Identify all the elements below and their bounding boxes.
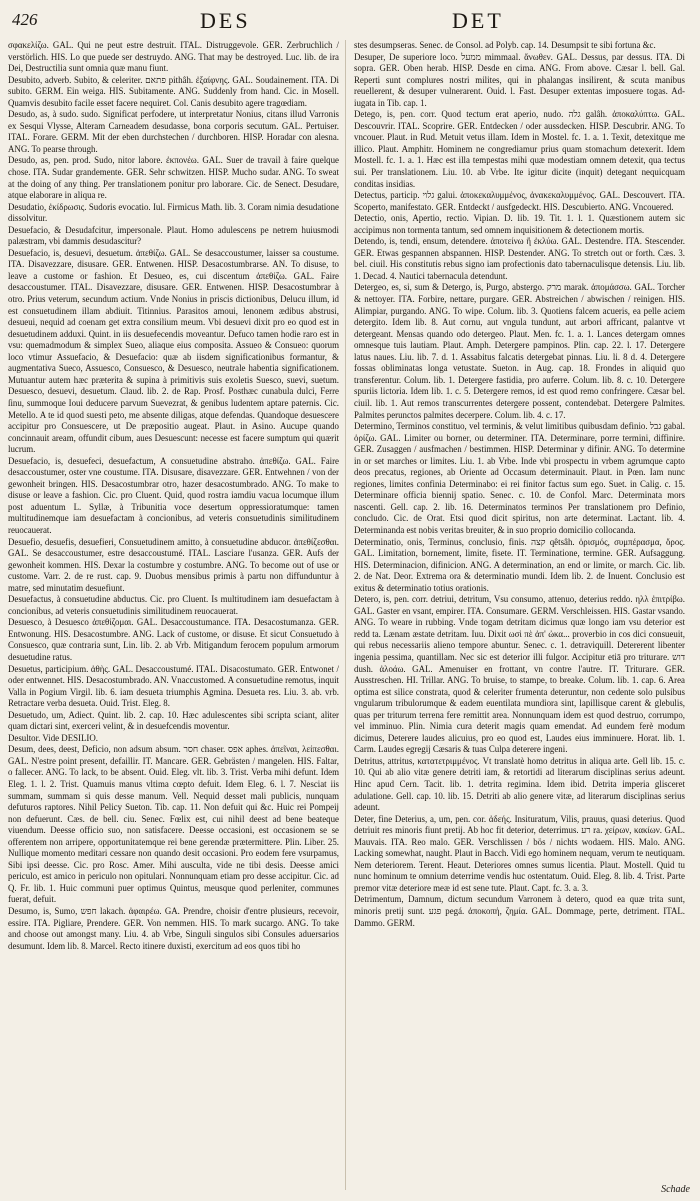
dictionary-entry: Desum, dees, deest, Deficio, non adsum absum. חסר chaser. אפס aphes. ἀπεῖναι, λείπεσθαι. GAL. N'estre point present, defaillir. IT. Mancare. GER. Gebrästen / mangelen. HIS. Faltar, o fallecer. ANG. To lack, to be absent. Ouid. Eleg. vlt. lib. 3. Trist. Verba mihi defunt. Idem Eleg. 1. l. 2. Trist. Quamuis manus vltima cœpto defuit. Idem Eleg. 6. l. 7. Nesciat iis summam, summam si quis desse manum. Vell. Nequid desset mali publicis, nunquam defuturos raptores. Nihil Pelicy Sueton. Tib. cap. 11. Non defuit qui &c. Huic rei Pompeij non defuerunt. Cæs. de bell. ciu. Senec. Fœlix est, cui nihil deest ad bene beateque viuendum. Deesse officio suo, non satisfacere. Deesse occasioni, est occasionem se se offerentem non arripere, opportunitatemque rei bene gerendæ prætermittere. Plin. Liber. 25. Nullique momento meditari cessare non quando desit occasioni. Pro eodem fere vsurpamus, Sibi ipsi deesse. Cic. pro Rosc. Amer. Mihi auscultа, vide ne tibi desis. Deesse amici periculo, est amico in periculo non opitulari. Nonnunquam etiam pro desse accipitur. Cic. ad Q. Fr. lib. 1. Huic communi puer optimus Quintus, meusque quod perleniter, communes fuerat, defuit. <box>8 744 339 905</box>
dictionary-entry: Desuefactus, à consuetudine abductus. Cic. pro Cluent. Is multitudinem iam desuefactam à concionibus, ad veteris consuetudinis similitudinem reuocauerat. <box>8 594 339 616</box>
dictionary-entry: Detendo, is, tendi, ensum, detendere. ἀποτείνω ἢ ἐκλύω. GAL. Destendre. ITA. Stescender. GER. Etwas gespannen abspannen. HISP. Destender. ANG. To stretch out or forth. Cæs. 3. bel. ciuil. His constitutis rebus signo iam profectionis dato tabernaculisque detensis. Liu. lib. 1. Decad. 4. Nautici tabernacula detendunt. <box>354 236 685 281</box>
dictionary-entry: Desubito, adverb. Subito, & celeriter. פתאם pithâh. ἐξαίφνης. GAL. Soudainement. ITA. Di subito. GERM. Ein weiga. HIS. Subitamente. ANG. Suddenly from hand. Cic. in Mosell. Quamvis desubito facile esset facere nequiret. Col. Canis desubito agere tragœdiam. <box>8 74 339 108</box>
right-column <box>354 40 685 1190</box>
running-head-right: DET <box>452 8 504 33</box>
dictionary-entry: Desuefacio, & Desudafcitur, impersonale. Plaut. Homo adulescens pe netrem huiusmodi palæstram, vbi dammis desudascitur? <box>8 224 339 247</box>
dictionary-entry: Determino, Terminos constituo, vel terminis, & velut limitibus quibusdam definio. גבל gabal. ὁρίζω. GAL. Limiter ou borner, ou determiner. ITA. Determinare, porre termini, diffinire. GER. Zusaggen / ausfmachen / bestimmen. HISP. Determinar y difinir. ANG. To determine in or set marches or limites. Liu. 1. ab Vrbe. Inde vbi prospectu in vrbem agrumque capto deos precatus, regiones, ab Oriente ad Occasum determinauit. Plaut. in Pœn. Iam nunc regiones, limites confinia Determinabo: ei rei finitor factus sum ego. Suet. in Calig. c. 15. Determinare officia biennij spatio. Senec. c. 10. de Confol. Marc. Determinata mors nascenti. Gell. cap. 2. lib. 16. Determinatos terminos Per translationem pro Definio, concludo. Cic. de Orat. Etsi quod dicit spiritus, non arte determinat. Lactant. lib. 4. Determinanda est nobis veritas breuiter, & in suo proprio domicilio collocanda. <box>354 421 685 535</box>
dictionary-entry: Desumo, is, Sumo, חפש lakach. ἀφαιρέω. GA. Prendre, choisir d'entre plusieurs, recevoir, essire. ITA. Pigliare, Prendere. GER. Von nemmen. HIS. To mark sucargo. ANG. To take and choose out amongst many. Liu. 4. ab Vrbe, Singuli singulos sibi Consules aduersarios desumunt. Idem lib. 8. Marcel. Recto itinere duxisti, exercitum ad eos quos tibi ho <box>8 906 339 951</box>
continued-entry: stes desumpseras. Senec. de Consol. ad Polyb. cap. 14. Desumpsit te sibi fortuna &c. <box>354 40 656 50</box>
dictionary-entry: Detego, is, pen. corr. Quod tectum erat aperio, nudo. גלה galâh. ἀποκαλύπτω. GAL. Descouvrir. ITAL. Scoprire. GER. Entdecken / oder aussdecken. HISP. Descubrir. ANG. To vncouer. Plaut. in Rud. Metuit vetus illam. Idem in Mostel. fc. 1. a. 1. Texit, detexitque me illico. Plaut. Amphitr. Hominem ne congrediamur prius quam stomachum detexerit. Idem Mostell. fc. 1. a. 1. Hæc est illa tempestas mihi quæ modestiam omnem detexit, qua tectus sui. Per translationem. Liu. 10. ab Vrbe. Ite igitur dicite (inquit) detegant nequicquam conditas insidias. <box>354 109 685 189</box>
dictionary-entry: Detectio, onis, Apertio, rectio. Vipian. D. lib. 19. Tit. 1. l. 1. Quæstionem autem sic accipimus non tormenta tantum, sed omnem inquisitionem & detectionem mortis. <box>354 213 685 235</box>
catchword: Schade <box>661 1184 690 1195</box>
dictionary-entry: Determinatio, onis, Terminus, conclusio, finis. קצה qêtsâh. ὁρισμός, συμπέρασμα, ὅρος. GAL. Limitation, bornement, limite, fisete. IT. Terminatione, termine. GER. Aufsaggung. HIS. Determinacion, difinicion. ANG. A determination, an end or limite, or march. Cic. lib. 2. de Nat. Deor. Extrema ora & determinatio mundi. Idem lib. 2. de Inuent. Conclusio est exitus & determinatio totius orationis. <box>354 536 685 593</box>
dictionary-entry: Desultor. Vide DESILIO. <box>8 732 99 743</box>
dictionary-entry: Desuesco, à Desuesco ἀπεθίζομαι. GAL. Desaccoustumance. ITA. Desacostumanza. GER. Entwonung. HIS. Desacostumbre. ANG. Lack of custome, or disuse. Et sicut Consuetudo à Consuesco, quæ contraria sunt, Lin. lib. 2. ab Vrb. Mitigandum ferocem populum armorum desuetudine ratus. <box>8 617 339 662</box>
column-divider <box>345 40 346 1190</box>
dictionary-entry: Detergeo, es, si, sum & Detergo, is, Purgo, abstergo. מרק marak. ἀπομάσσω. GAL. Torcher & nettoyer. ITA. Forbire, nettare, purgare. GER. Abstreichen / abwischen / reinigen. HIS. Alimpiar, purgando. ANG. To wipe. Colum. lib. 3. Quotiens falcem acueris, ea pelle aciem detergito. Idem lib. 8. Aut cornu, aut vngula tundunt, aut arbori affricant, palantve vt detergeant. Mensas quando odo detergeo. Plaut. Men. fc. 1. a. 1. Lances detergam omnes omnesque tuis lautiam. Plaut. Amph. Detergere pampinos. Plin. cap. 22. l. 17. Detergere latus naues. Liu. lib. 7. d. 1. Assabitus falcatis detergebat pinnas. Liu. li. 8 d. 4. Detergere fossas obliminatas longa vetustate. Sueton. in Aug. cap. 18. Frondes in aliquid quo transferentur. Colum. lib. 1. Detergere fastidia, pro auferre. Colum. lib. 8. c. 10. Detergere spuriis lictoria. Idem lib. 1. c. 5. Detergere remos, id est quod remo confringere. Cæsar bel. ciuil. lib. 1. Aut remos transcurrentes detergere possent, contendebat. Detergere Palmites. Palmites perunctos palmites decerpere. Colum. lib. 4. c. 17. <box>354 282 685 420</box>
dictionary-entry: Desudatio, ἐκίδρωσις. Sudoris evocatio. Iul. Firmicus Math. lib. 3. Coram nimia desudatione dissolvitur. <box>8 201 339 224</box>
page-number: 426 <box>12 10 38 29</box>
dictionary-entry: Desuefacio, is, desuefeci, desuefactum, A consuetudine abstraho. ἀπεθίζω. GAL. Faire desaccoustumer, oster vne coustume. ITA. Disusare, disavezzare. GER. Entwehnen / von der gewonheit bringen. HIS. Desacostumbrar otro, hazer desacostumbrado. ANG. To make to disuse or leave a fashion. Cic. pro Cluent. Quid, quod rostra iamdiu vacua locumque illum post aduentum L. Syllæ, à Tribunitia voce desertum oppressioratumque: tamen multitudinemque iam desuefactam à concionibus, ad veteris consuetudinis similitudinem reuocauerat. <box>8 455 339 535</box>
dictionary-entry: Desuetus, participium. ἀθὴς. GAL. Desaccoustumé. ITAL. Disacostumato. GER. Entwonet / oder entwennet. HIS. Desacostumbrado. AN. Vnaccustomed. A consuetudine remotus, inquit Valla in Pogium Virgil. lib. 6. iam desueta triumphis Agmina. Desueta res. Liu. 3. ab. vrb. Retractare verba desueta. Ouid. Trist. Eleg. 8. <box>8 663 339 709</box>
continued-entry: σφακελίζω. GAL. Qui ne peut estre destruit. ITAL. Distruggevole. GER. Zerbruchlich / verstörlich. HIS. Lo que puede ser destruydo. ANG. That may be destroyed. Luc. lib. de ira Dei, Destructilia sunt omnia quæ manu fiunt. <box>8 40 339 74</box>
dictionary-entry: Deter, fine Deterius, a, um, pen. cor. ἀδεής. Insituratum, Vilis, prauus, quasi deterius. Quod detriuit res minoris fiunt pretij. Ab hoc fit deterior, deterrimus. רע ra. χείρων, κακίων. GAL. Mauvais. ITA. Reo malo. GER. Verschlissen / bös / nichts wodaem. HIS. Malo. ANG. Lacking somewhat, naught. Plaut in Bacch. Vidi ego hominem nequam, verum te neutiquam. Nem deteriorem. Terent. Heaut. Deteriores omnes sumus licentia. Plaut. Mostell. Quid tu nunc hominum te omnium deterrime vendis huc ostentatum. Ouid. Eleg. 8. lib. 4. Trist. Parte premor vitæ deteriore meæ id est sene tute. Plaut. Capt. fc. 3. a. 3. <box>354 813 685 893</box>
dictionary-entry: Desudo, as, à sudo. sudo. Significat perfodere, ut interpretatur Nonius, citans illud Varronis ex Sesqui Vlysse, Alteram Carneadem desudasse, bona corporis secutum. GAL. Pertuiser. ITAL. Forare. GERM. Mit der eben durchstechen / durchboren. HISP. Horadar con alesna. ANG. To pearse through. <box>8 109 339 154</box>
dictionary-entry: Detectus, particip. גלוי galui. ἀποκεκαλυμμένος, ἀνακεκαλυμμένος. GAL. Descouvert. ITA. Scoperto, manifestato. GER. Entdeckt / ausfgedeckt. HIS. Descubierto. ANG. Vncouered. <box>354 190 685 212</box>
dictionary-entry: Desuefio, desuefis, desuefieri, Consuetudinem amitto, à consuetudine abducor. ἀπεθίζεσθαι. GAL. Se desaccoustumer, estre desaccoustumé. ITAL. Lasciare l'usanza. GER. Aufs der gewonheit kommen. HIS. Dexar la costumbre y costumbre. ANG. To become out of use or custome. Varr. 2. de re rust. cap. 9. Duobus mensibus primis à partu non diffunduntur à matre, sed minutatim desuefiunt. <box>8 536 339 593</box>
left-column <box>8 40 339 1190</box>
page-header <box>0 6 700 36</box>
dictionary-entry: Desudo, as, pen. prod. Sudo, nitor labore. ἐκπονέω. GAL. Suer de travail à faire quelque chose. ITA. Sudar grandemente. GER. Sehr schwitzen. HISP. Mucho sudar. ANG. To sweat at the doing of any thing. Per translationem ponitur pro laborare. Cic. de Senect. Desudare, atque elaborare in aliqua re. <box>8 155 339 201</box>
running-head-left: DES <box>200 8 251 33</box>
dictionary-entry: Detero, is, pen. corr. detriui, detritum, Vsu consumo, attenuo, deterius reddo. ηλλ ἐπιτρίβω. GAL. Gaster en vsant, empirer. ITA. Consumare. GERM. Verschleissen. HIS. Gastar vsando. ANG. To weare in rubbing. Vnde togam detritam dicimus quæ longo iam vsu deterior est redd ta. Lænam æstate detritam. Iuu. Dixit ωσὶ πὲ ἀπ' ὠκα... proverbio in cos dici consueuit, qui rebus necessariis alieno tempore abuntur. Senec. c. 1. detraviquill. Detererent libenter ingenia pessima, quantillam. Nec sic est deterior illi fulgor. Accipitur etiā pro triturare. דוש dush. ἀλοάω. GAL. Amenuiser en frottant, vn contre l'autre. IT. Triturare. GER. Ausstreschen. HI. Trillar. ANG. To bruise, to stampe, to breake. Colum. lib. 1. cap. 6. Area optima est silice constrata, quod & celeriter frumenta deteruntur, non cedente solo pulsibus vngularum tribulorumque & eadem euentilata mundiora sint, lapillisque carent & glebulis, quas per triturum terrena fere remittit area. Nonnunquam idem est quod destruo, corrumpo, vel imminuo. Plin. Nimia cura deterit magis quam emendat. Ad eundem ferè modum dicimus, Deterere laudes alicuius, pro eo quod est, Laudes eius imminuere. Horat. lib. 1. Carm. Laudes egregij Cæsaris & tuas Culpa deterere ingeni. <box>354 594 685 755</box>
dictionary-entry: Desuefacio, is, desuevi, desuetum. ἀπεθίζω. GAL. Se desaccoustumer, laisser sa coustume. ITA. Disavezzare, disusare. GER. Entwenen. HISP. Desacostumbrarse. AN. To disuse, to leave a custome or fashion. Et Desueo, es, cui discentum ἀπεθίζω. GAL. Faire desaccoustumer. ITAL. Disavezzare, disusare. GER. Entwenen. HISP. Desacostumbrar à otro. Prius veterum, secundum actium. Vnde Nonius in priscis dictionibus, Delucu illum, id est consuetudinem illam abdiuit. Titinnius. Parasitos amoui, lenonem ædibus abstrusi, desueui, nequid ad coenam get extra consilium meum. Vbi desuevi dixit pro eo quod est in desuetudinem adduxi. Quint. in iis desuefecendis moveantur. Defuco tamen hodie raro est in vsu: quemadmodum & simplex Sueo, aliaque eius composita. Assueo & Consueo: quorum loco vtimur Assuefacio, & Desuefacio: quæ ab iisdem significationibus formantur, & augmentativa Sueco, Assuesco, Consuesco, & Desuesco, neutrale habentia significationem. Mutuantur autem hæc præterita & supina à primitivis suis exoletis Suesco, suevi, suetum. Desuesco, desuevi, desuetum. Claud. lib. 2. de Rap. Prosf. Posthæc cunabula dulci, Ferre ſinu, summoque Ioui deducere parvum Suevezrat, & genibus ludentem aptare paternis. Cic. Metello. A te id quod suesti peto, me absente diligas, atque defendas. Quandoque desuescere accipitur pro Consuescere, ut De præpositio augeat. Plaut. in Asino. Aucupe quando concinnauit aream, offundit cibum, aues Desuescunt: necesse est facere sumptum qui quærit lucrum. <box>8 247 339 455</box>
dictionary-entry: Detrimentum, Damnum, dictum secundum Varronem à detero, quod ea quæ trita sunt, minoris pretij sunt. פגע pegá. ἀποκοπή, ζημία. GAL. Dommage, perte, detriment. ITAL. Dammo. GERM. <box>354 894 685 928</box>
dictionary-entry: Detritus, attritus, κατατετριμμένος. Vt translatè homo detritus in aliqua arte. Gell lib. 15. c. 10. Qui ab alio vitæ genere detriti iam, & retortidi ad literarum disciplinas serius adeunt. Hinc apud Cern. Tacit. lib. 1. detrita regimina. Idem ibid. Detrita imperia glisceret adulatione. Gell. cap. 10. lib. 15. Detriti ab alio genere vitæ, ad literarum disciplinas serius adeunt. <box>354 755 685 813</box>
dictionary-entry: Desuper, De superiore loco. ממעל mimmaal. ἄνωθεν. GAL. Dessus, par dessus. ITA. Di sopra. GER. Oben herab. HISP. Desde en cima. ANG. From above. Cæsar l. bell. Gal. Reperti sunt complures nostri milites, qui in phalangas insilirent, & scuta manibus reuellerent, & desuper vulnerarent. Ouid. l. Fast. Desuper extentas imposuere togas. Ad-iugata in Tib. cap. 1. <box>354 51 685 108</box>
dictionary-entry: Desuetudo, um, Adiect. Quint. lib. 2. cap. 10. Hæc adulescentes sibi scripta sciant, aliter quam dictari sint, exerceri velint, & in desuefcendis moventur. <box>8 709 339 732</box>
